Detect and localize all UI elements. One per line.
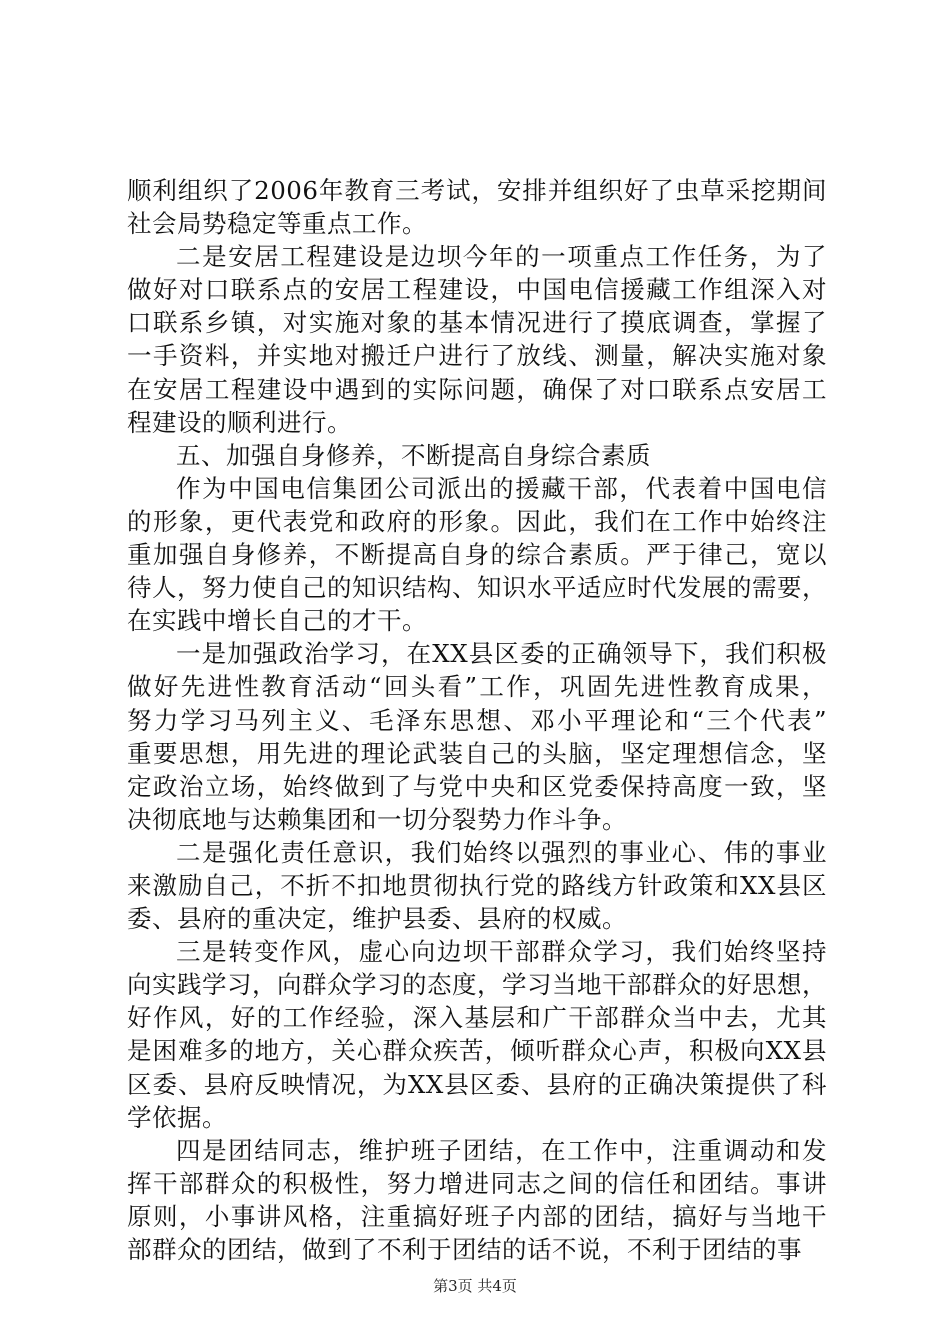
paragraph-line: 四是团结同志，维护班子团结，在工作中，注重调动和发 [176, 1135, 827, 1165]
paragraph [127, 836, 827, 935]
paragraph-line: 区委、县府反映情况，为XX县区委、县府的正确决策提供了科 [127, 1069, 827, 1099]
paragraph [127, 472, 827, 637]
paragraph-line: 委、县府的重决定，维护县委、县府的权威。 [127, 904, 627, 934]
paragraph-line: 好作风，好的工作经验，深入基层和广干部群众当中去，尤其 [127, 1003, 827, 1033]
paragraph [127, 1134, 827, 1266]
paragraph-line: 五、加强自身修养，不断提高自身综合素质 [176, 440, 651, 470]
paragraph-line: 向实践学习，向群众学习的态度，学习当地干部群众的好思想， [127, 970, 827, 1000]
paragraph-line: 作为中国电信集团公司派出的援藏干部，代表着中国电信 [176, 473, 827, 503]
paragraph-line: 三是转变作风，虚心向边坝干部群众学习，我们始终坚持 [176, 937, 827, 967]
paragraph-line: 来激励自己，不折不扣地贯彻执行党的路线方针政策和XX县区 [127, 870, 827, 900]
paragraph-line: 二是强化责任意识，我们始终以强烈的事业心、伟的事业 [176, 837, 827, 867]
paragraph-line: 顺利组织了2006年教育三考试，安排并组织好了虫草采挖期间 [127, 176, 827, 205]
paragraph-line: 口联系乡镇，对实施对象的基本情况进行了摸底调查，掌握了 [127, 308, 827, 338]
paragraph-line: 一手资料，并实地对搬迁户进行了放线、测量，解决实施对象 [127, 341, 827, 371]
paragraph-line: 挥干部群众的积极性，努力增进同志之间的信任和团结。事讲 [127, 1168, 827, 1198]
document-body [127, 174, 827, 1266]
page-footer [0, 1276, 950, 1296]
paragraph-line: 社会局势稳定等重点工作。 [127, 209, 427, 239]
paragraph-line: 的形象，更代表党和政府的形象。因此，我们在工作中始终注 [127, 506, 827, 536]
paragraph-line: 做好对口联系点的安居工程建设，中国电信援藏工作组深入对 [127, 275, 827, 305]
paragraph-line: 二是安居工程建设是边坝今年的一项重点工作任务，为了 [176, 242, 827, 272]
paragraph [127, 439, 827, 472]
paragraph-line: 定政治立场，始终做到了与党中央和区党委保持高度一致，坚 [127, 771, 827, 801]
paragraph-line: 努力学习马列主义、毛泽东思想、邓小平理论和“三个代表” [127, 705, 827, 735]
paragraph [127, 935, 827, 1134]
paragraph-line: 学依据。 [127, 1102, 227, 1132]
paragraph-line: 决彻底地与达赖集团和一切分裂势力作斗争。 [127, 804, 627, 834]
paragraph-line: 程建设的顺利进行。 [127, 407, 352, 437]
paragraph-line: 是困难多的地方，关心群众疾苦，倾听群众心声，积极向XX县 [127, 1036, 827, 1066]
paragraph-line: 重要思想，用先进的理论武装自己的头脑，坚定理想信念，坚 [127, 738, 827, 768]
paragraph-line: 做好先进性教育活动“回头看”工作，巩固先进性教育成果， [127, 672, 827, 702]
paragraph-line: 在安居工程建设中遇到的实际问题，确保了对口联系点安居工 [127, 374, 827, 404]
paragraph [127, 240, 827, 439]
paragraph [127, 174, 827, 240]
page-number: 第3页 共4页 [433, 1277, 517, 1295]
paragraph-line: 在实践中增长自己的才干。 [127, 606, 427, 636]
paragraph-line: 部群众的团结，做到了不利于团结的话不说，不利于团结的事 [127, 1235, 802, 1264]
paragraph-line: 重加强自身修养，不断提高自身的综合素质。严于律己，宽以 [127, 540, 827, 570]
paragraph-line: 待人，努力使自己的知识结构、知识水平适应时代发展的需要， [127, 573, 827, 603]
paragraph [127, 637, 827, 836]
paragraph-line: 一是加强政治学习，在XX县区委的正确领导下，我们积极 [176, 639, 827, 669]
paragraph-line: 原则，小事讲风格，注重搞好班子内部的团结，搞好与当地干 [127, 1201, 827, 1231]
